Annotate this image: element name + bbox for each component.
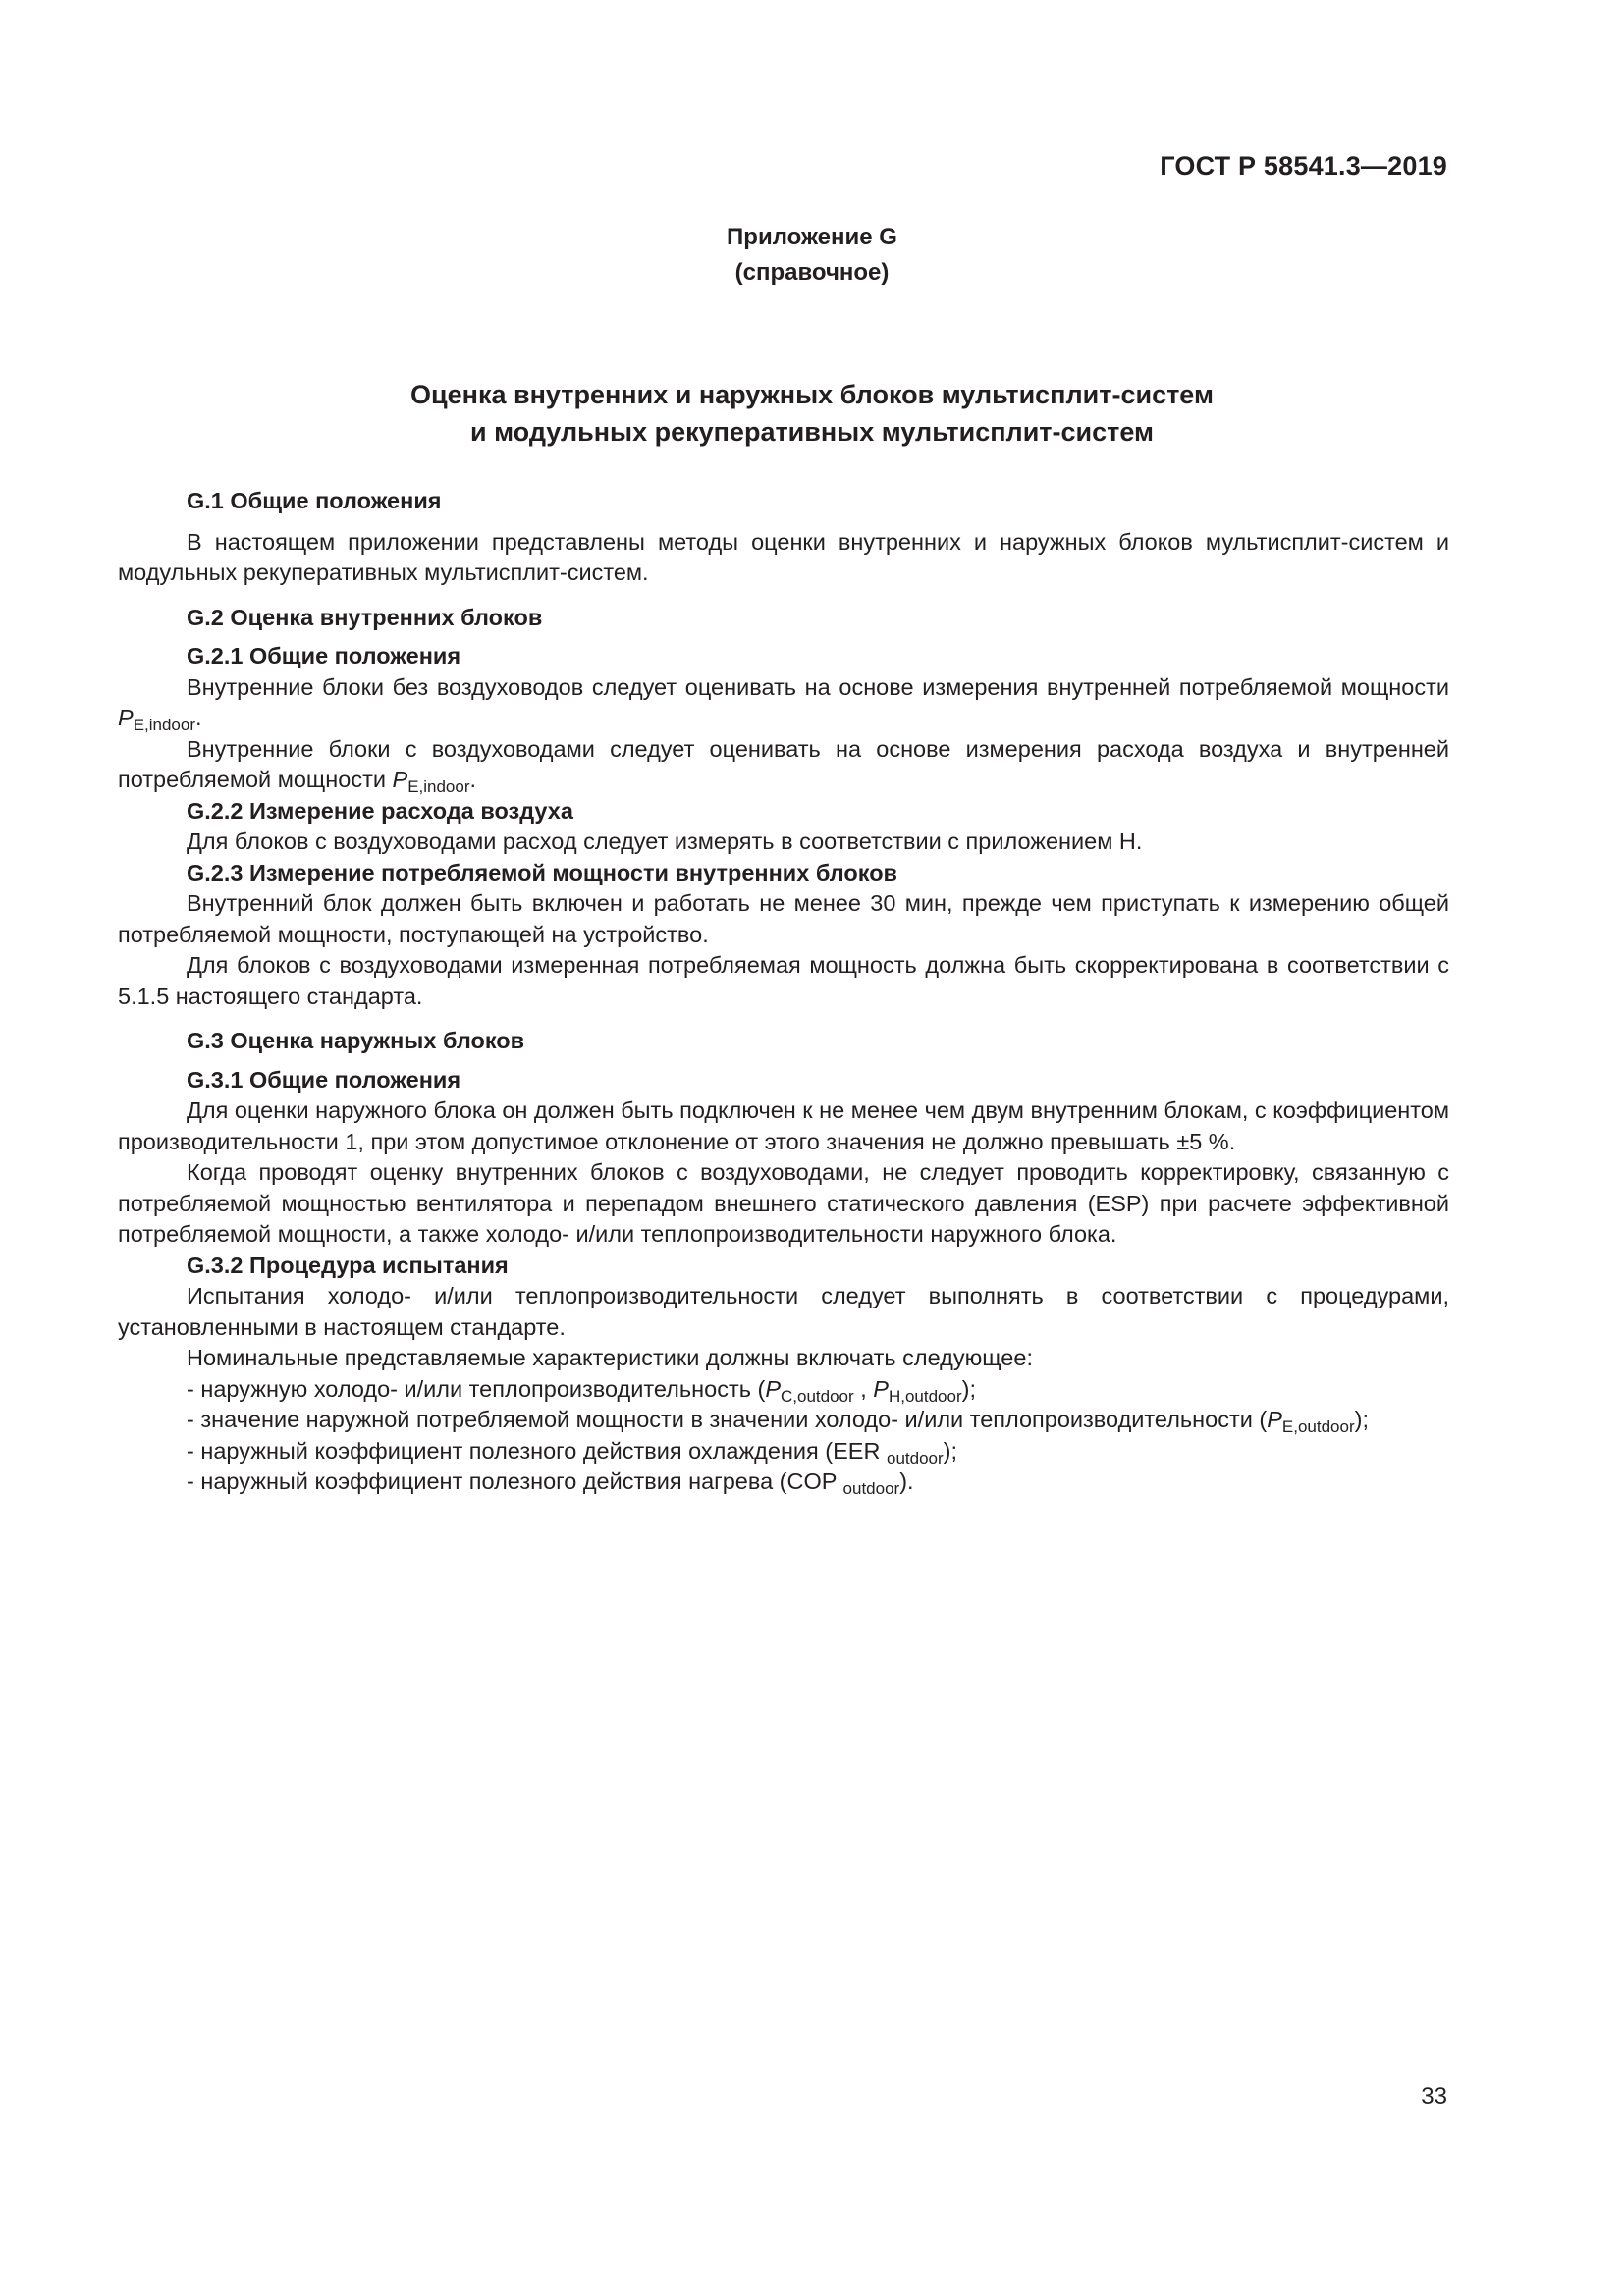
section-g2-heading: G.2 Оценка внутренних блоков [187, 604, 543, 630]
section-g23-paragraph-1: Внутренний блок должен быть включен и работать не менее 30 мин, прежде чем приступать к измерению общей потребляемой мощности, поступающей на устройство. [118, 890, 1449, 947]
section-g23-paragraph-2: Для блоков с воздуховодами измеренная потребляемая мощность должна быть скорректирована в соответствии с 5.1.5 настоящего стандарта. [118, 952, 1449, 1009]
section-g31-paragraph-2: Когда проводят оценку внутренних блоков с воздуховодами, не следует проводить корректировку, связанную с потребляемой мощностью вентилятора и перепадом внешнего статического давления (ESP) при расчете эффективной потребляемой мощности, а также холодо- и/или теплопроизводительности наружного блока. [118, 1159, 1449, 1247]
section-g23-heading: G.2.3 Измерение потребляемой мощности внутренних блоков [187, 859, 898, 885]
section-g32-paragraph-2: Номинальные представляемые характеристики должны включать следующее: [187, 1345, 1033, 1370]
section-g22-paragraph: Для блоков с воздуховодами расход следует измерять в соответствии с приложением Н. [187, 828, 1143, 854]
annex-kind: (справочное) [734, 259, 890, 286]
section-g3-heading: G.3 Оценка наружных блоков [187, 1028, 525, 1053]
section-g21-paragraph-1: Внутренние блоки без воздуховодов следует оценивать на основе измерения внутренней потребляемой мощности $P_{E,indoor}$. [118, 673, 1449, 734]
standard-designation: ГОСТ Р 58541.3—2019 [1160, 151, 1447, 181]
annex-title-line-1: Оценка внутренних и наружных блоков мультисплит-систем [410, 380, 1214, 409]
section-g32-paragraph-1: Испытания холодо- и/или теплопроизводительности следует выполнять в соответствии с процедурами, установленными в настоящем стандарте. [118, 1283, 1449, 1340]
annex-name: Приложение G [727, 224, 897, 250]
list-item-cop: - наружный коэффициент полезного действия нагрева (COP $_{outdoor}$). [187, 1468, 914, 1498]
list-item-eer: - наружный коэффициент полезного действия охлаждения (EER $_{outdoor}$); [187, 1437, 958, 1468]
section-g32-heading: G.3.2 Процедура испытания [187, 1252, 509, 1278]
section-g21-heading: G.2.1 Общие положения [187, 643, 461, 668]
list-item-power-input: - значение наружной потребляемой мощности в значении холодо- и/или теплопроизводительности $(P_{E,outdoor})$; [187, 1407, 1369, 1436]
section-g21-paragraph-2: Внутренние блоки с воздуховодами следует оценивать на основе измерения расхода воздуха и внутренней потребляемой мощности $P_{E,indoor}$. [118, 735, 1449, 796]
section-g1-paragraph: В настоящем приложении представлены методы оценки внутренних и наружных блоков мультисплит-систем и модульных рекуперативных мультисплит-систем. [118, 528, 1449, 585]
section-g1-heading: G.1 Общие положения [187, 488, 442, 513]
document-body [118, 486, 1449, 1498]
annex-title-line-2: и модульных рекуперативных мультисплит-систем [469, 417, 1155, 447]
section-g31-heading: G.3.1 Общие положения [187, 1066, 461, 1093]
list-item-capacity: - наружную холодо- и/или теплопроизводительность ($P_{C,outdoor}$ , $P_{H,outdoor}$); [187, 1375, 976, 1406]
section-g31-paragraph-1: Для оценки наружного блока он должен быть подключен к не менее чем двум внутренним блокам, с коэффициентом производительности 1, при этом допустимое отклонение от этого значения не должно превышать ±5 %. [118, 1097, 1449, 1154]
page-number: 33 [1421, 2083, 1447, 2109]
section-g22-heading: G.2.2 Измерение расхода воздуха [187, 797, 573, 824]
